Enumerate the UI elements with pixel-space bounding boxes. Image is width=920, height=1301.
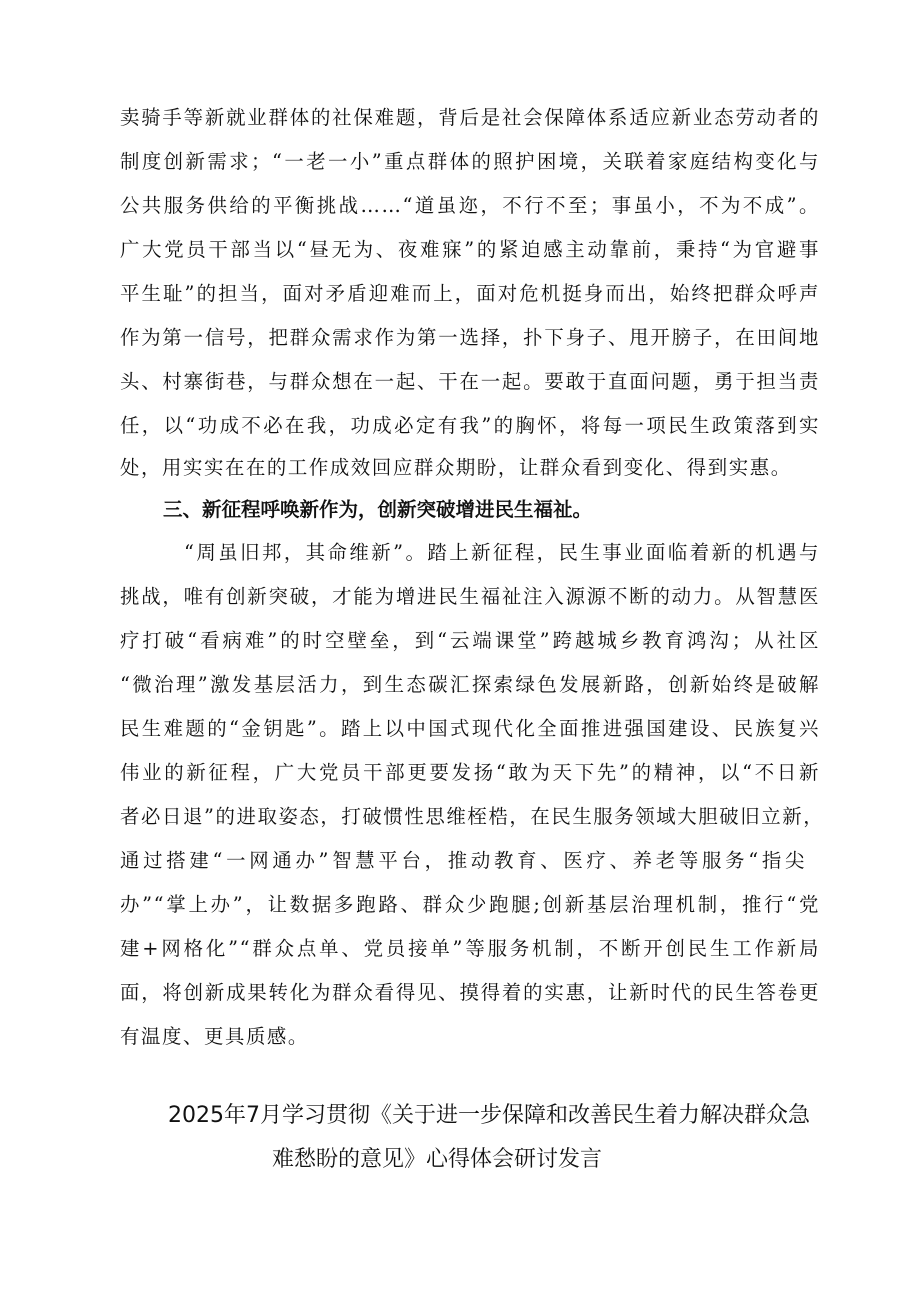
paragraph-line: 公共服务供给的平衡挑战……“道虽迩，不行不至；事虽小，不为不成”。 [120,194,820,217]
paragraph-line: 面，将创新成果转化为群众看得见、摸得着的实惠，让新时代的民生答卷更 [120,981,820,1004]
paragraph-line: 挑战，唯有创新突破，才能为增进民生福祉注入源源不断的动力。从智慧医 [120,585,820,608]
paragraph-line: “周虽旧邦，其命维新”。踏上新征程，民生事业面临着新的机遇与 [184,541,820,564]
title-line: 难愁盼的意见》心得体会研讨发言 [272,1147,603,1172]
paragraph-line: 处，用实实在在的工作成效回应群众期盼，让群众看到变化、得到实惠。 [120,456,792,479]
paragraph-line: 建+网格化”“群众点单、党员接单”等服务机制，不断开创民生工作新局 [120,937,820,960]
paragraph-line: 有温度、更具质感。 [120,1025,309,1048]
paragraph-line: 者必日退”的进取姿态，打破惯性思维桎梏，在民生服务领域大胆破旧立新， [120,805,825,828]
paragraph-line: 办”“掌上办”，让数据多跑路、群众少跑腿;创新基层治理机制，推行“党 [120,893,820,916]
section-heading: 三、新征程呼唤新作为，创新突破增进民生福祉。 [163,498,593,521]
paragraph-line: 作为第一信号，把群众需求作为第一选择，扑下身子、甩开膀子，在田间地 [120,326,820,349]
title-line: 2025年7月学习贯彻《关于进一步保障和改善民生着力解决群众急 [168,1103,810,1128]
paragraph-line: “微治理”激发基层活力，到生态碳汇探索绿色发展新路，创新始终是破解 [120,673,820,696]
paragraph-line: 通过搭建“一网通办”智慧平台，推动教育、医疗、养老等服务“指尖 [120,849,806,872]
paragraph-line: 广大党员干部当以“昼无为、夜难寐”的紧迫感主动靠前，秉持“为官避事 [120,238,820,261]
paragraph-line: 伟业的新征程，广大党员干部更要发扬“敢为天下先”的精神，以“不日新 [120,761,820,784]
paragraph-line: 卖骑手等新就业群体的社保难题，背后是社会保障体系适应新业态劳动者的 [120,106,820,129]
paragraph-line: 头、村寨街巷，与群众想在一起、干在一起。要敢于直面问题，勇于担当责 [120,370,820,393]
paragraph-line: 平生耻”的担当，面对矛盾迎难而上，面对危机挺身而出，始终把群众呼声 [120,282,820,305]
paragraph-line: 制度创新需求；“一老一小”重点群体的照护困境，关联着家庭结构变化与 [120,150,820,173]
paragraph-line: 任，以“功成不必在我，功成必定有我”的胸怀，将每一项民生政策落到实 [120,414,820,437]
paragraph-line: 疗打破“看病难”的时空壁垒，到“云端课堂”跨越城乡教育鸿沟；从社区 [120,629,820,652]
paragraph-line: 民生难题的“金钥匙”。踏上以中国式现代化全面推进强国建设、民族复兴 [120,717,820,740]
